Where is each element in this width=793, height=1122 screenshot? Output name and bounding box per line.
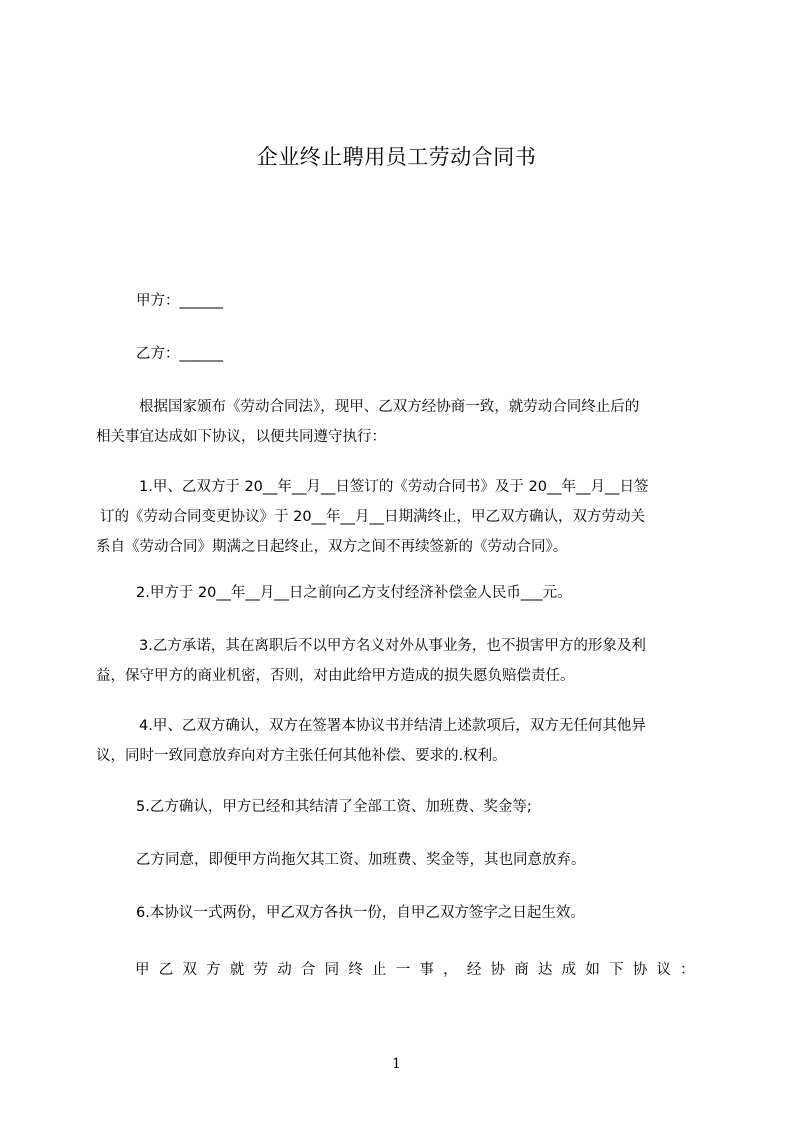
clause-6-paragraph: 6.本协议一式两份，甲乙双方各执一份，自甲乙双方签字之日起生效。 <box>136 905 585 921</box>
closing-char: 方 <box>206 962 221 978</box>
closing-char: 动 <box>277 962 292 978</box>
closing-char: 一 <box>395 962 411 978</box>
clause-4-line-1: 4.甲、乙双方确认，双方在签署本协议书并结清上述款项后，双方无任何其他异 <box>139 718 646 734</box>
closing-char: 甲 <box>135 962 150 978</box>
closing-char: 议 <box>656 962 671 978</box>
closing-char: ： <box>680 962 695 978</box>
closing-char: 终 <box>348 962 363 978</box>
closing-char: 协 <box>632 962 648 978</box>
clause-3-line-1: 3.乙方承诺，其在离职后不以甲方名义对外从事业务，也不损害甲方的形象及利 <box>139 638 646 654</box>
clause-2-paragraph: 2.甲方于 20__年__月__日之前向乙方支付经济补偿金人民币___元。 <box>136 585 572 601</box>
closing-char: 止 <box>372 962 387 978</box>
closing-char: 达 <box>537 962 553 978</box>
clause-3-paragraph <box>96 631 702 691</box>
clause-1-line-1: 1.甲、乙双方于 20__年__月__日签订的《劳动合同书》及于 20__年__月__日签 <box>139 479 649 495</box>
clause-1-paragraph <box>96 472 702 562</box>
page-number: 1 <box>392 1056 401 1072</box>
clause-1-line-3: 系自《劳动合同》期满之日起终止，双方之间不再续签新的《劳动合同》。 <box>96 539 568 555</box>
document-title: 企业终止聘用员工劳动合同书 <box>256 145 537 169</box>
party-a-line: 甲方：______ <box>136 293 223 309</box>
intro-line-1: 根据国家颁布《劳动合同法》，现甲、乙双方经协商一致，就劳动合同终止后的 <box>139 399 640 415</box>
clause-3-line-2: 益，保守甲方的商业机密，否则，对由此给甲方造成的损失愿负赔偿责任。 <box>96 668 575 684</box>
clause-4-paragraph <box>96 711 702 771</box>
closing-char: 同 <box>324 962 340 978</box>
closing-char: 协 <box>490 962 506 978</box>
intro-paragraph <box>96 392 702 452</box>
closing-char: 下 <box>609 962 624 978</box>
clause-4-line-2: 议，同时一致同意放弃向对方主张任何其他补偿、要求的.权利。 <box>96 748 507 764</box>
party-b-line: 乙方：______ <box>136 346 223 362</box>
closing-char: 劳 <box>253 962 269 978</box>
closing-char: 合 <box>300 962 316 978</box>
closing-char: 就 <box>229 962 245 978</box>
closing-char: 商 <box>514 962 529 978</box>
closing-statement <box>135 955 695 985</box>
closing-char: ， <box>443 962 458 978</box>
closing-char: 双 <box>182 962 197 978</box>
closing-char: 成 <box>561 962 577 978</box>
closing-char: 乙 <box>158 962 174 978</box>
closing-char: 事 <box>419 962 434 978</box>
intro-line-2: 相关事宜达成如下协议，以便共同遵守执行： <box>96 429 386 445</box>
clause-1-line-2: 订的《劳动合同变更协议》于 20__年__月__日期满终止，甲乙双方确认，双方劳动关 <box>100 509 646 525</box>
closing-char: 如 <box>585 962 600 978</box>
clause-5-paragraph: 5.乙方确认，甲方已经和其结清了全部工资、加班费、奖金等; <box>136 799 532 815</box>
clause-5-continuation: 乙方同意，即便甲方尚拖欠其工资、加班费、奖金等，其也同意放弃。 <box>136 852 586 868</box>
closing-char: 经 <box>466 962 482 978</box>
